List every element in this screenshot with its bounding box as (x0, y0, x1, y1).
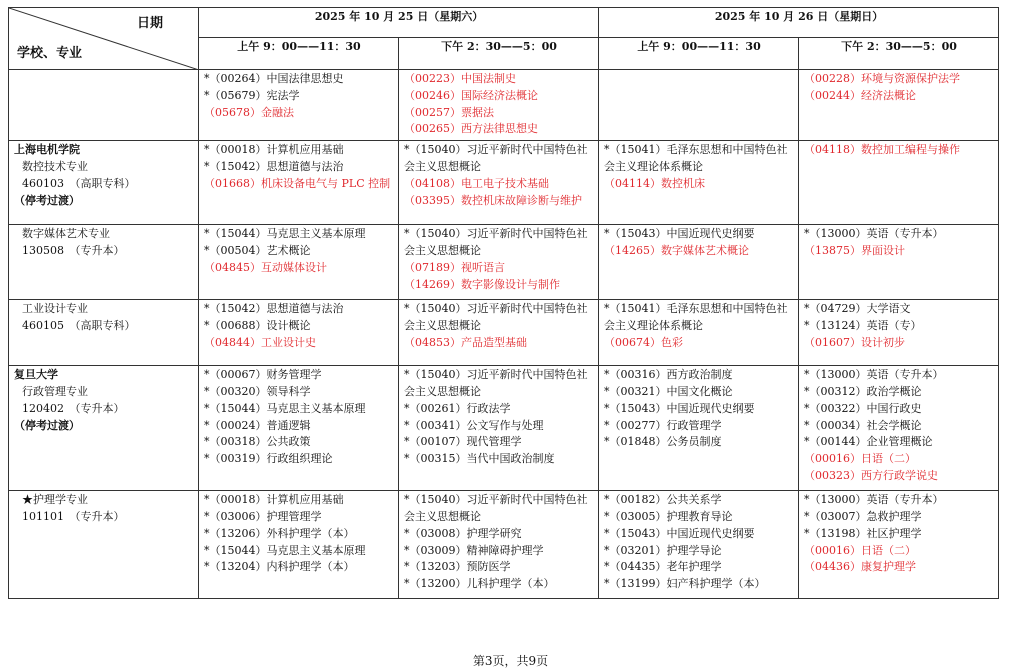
course-entry: （00223）中国法制史 (404, 72, 516, 85)
course-entry: *（05679）宪法学 (204, 88, 300, 102)
course-entry: *（00341）公文写作与处理 (404, 418, 544, 432)
date-label: 日期 (137, 16, 164, 31)
exam-slot-cell (799, 491, 999, 599)
course-entry: *（00107）现代管理学 (404, 435, 522, 449)
course-entry: *（00318）公共政策 (204, 435, 311, 449)
exam-slot-cell (599, 70, 799, 141)
major-code: 460103 （高职专科） (22, 176, 136, 190)
schedule-row (9, 491, 999, 599)
course-entry: *（13000）英语（专升本） (804, 493, 944, 507)
major-name: ★护理学专业 (22, 493, 88, 507)
course-entry: （00228）环境与资源保护法学 (804, 72, 961, 85)
course-entry: *（00504）艺术概论 (204, 243, 311, 257)
course-entry: *（00261）行政法学 (404, 401, 511, 415)
major-name: 行政管理专业 (22, 384, 88, 398)
course-entry: *（13203）预防医学 (404, 560, 511, 574)
course-entry: （00016）日语（二） (804, 543, 917, 557)
course-entry: *（15043）中国近现代史纲要 (604, 401, 755, 415)
course-entry: *（00319）行政组织理论 (204, 452, 333, 466)
course-entry: *（13000）英语（专升本） (804, 368, 944, 382)
course-entry: *（00264）中国法律思想史 (204, 72, 344, 85)
course-entry: （14269）数字影像设计与制作 (404, 277, 560, 291)
exam-slot-cell (399, 300, 599, 366)
course-entry: *（15042）思想道德与法治 (204, 159, 344, 173)
course-entry: （07189）视听语言 (404, 260, 505, 274)
time-slot-3: 上午 9：00——11：30 (599, 38, 799, 70)
exam-slot-cell (599, 491, 799, 599)
status-note: （停考过渡） (14, 193, 80, 207)
schedule-row (9, 225, 999, 300)
course-entry: *（13204）内科护理学（本） (204, 560, 355, 574)
status-note: （停考过渡） (14, 418, 80, 432)
course-entry: *（13200）儿科护理学（本） (404, 577, 555, 591)
exam-slot-cell (799, 70, 999, 141)
major-code: 460105 （高职专科） (22, 318, 136, 332)
course-entry: *（13000）英语（专升本） (804, 227, 944, 241)
exam-slot-cell (399, 70, 599, 141)
course-entry: （00246）国际经济法概论 (404, 88, 538, 102)
time-slot-1: 上午 9：00——11：30 (199, 38, 399, 70)
school-name: 复旦大学 (14, 368, 58, 382)
course-entry: *（00034）社会学概论 (804, 418, 922, 432)
date-header-row (9, 8, 999, 38)
course-entry: *（15043）中国近现代史纲要 (604, 227, 755, 241)
exam-slot-cell (199, 141, 399, 225)
exam-slot-cell (199, 491, 399, 599)
course-entry: *（15044）马克思主义基本原理 (204, 401, 366, 415)
course-entry: *（03007）急救护理学 (804, 509, 922, 523)
course-entry: *（00321）中国文化概论 (604, 384, 733, 398)
course-entry: *（00320）领导科学 (204, 384, 311, 398)
school-major-cell (9, 366, 199, 491)
page-number: 第3页，共9页 (472, 654, 549, 668)
course-entry: *（15043）中国近现代史纲要 (604, 526, 755, 540)
course-entry: *（15040）习近平新时代中国特色社会主义思想概论 (404, 143, 588, 173)
exam-slot-cell (599, 366, 799, 491)
course-entry: （14265）数字媒体艺术概论 (604, 243, 750, 257)
course-entry: *（13198）社区护理学 (804, 526, 922, 540)
course-entry: （00323）西方行政学说史 (804, 468, 939, 482)
course-entry: *（15040）习近平新时代中国特色社会主义思想概论 (404, 227, 588, 257)
course-entry: （00265）西方法律思想史 (404, 122, 538, 136)
course-entry: *（15044）马克思主义基本原理 (204, 543, 366, 557)
course-entry: *（03009）精神障碍护理学 (404, 543, 544, 557)
course-entry: *（15040）习近平新时代中国特色社会主义思想概论 (404, 493, 588, 523)
exam-schedule-table (8, 7, 999, 599)
course-entry: *（13206）外科护理学（本） (204, 526, 355, 540)
corner-header-cell (9, 8, 199, 70)
course-entry: *（00688）设计概论 (204, 318, 311, 332)
schedule-row (9, 70, 999, 141)
school-major-cell (9, 225, 199, 300)
course-entry: *（00067）财务管理学 (204, 368, 322, 382)
schedule-body (9, 70, 999, 599)
course-entry: （00016）日语（二） (804, 452, 917, 466)
course-entry: *（00024）普通逻辑 (204, 418, 311, 432)
course-entry: *（15042）思想道德与法治 (204, 302, 344, 316)
exam-slot-cell (199, 300, 399, 366)
exam-slot-cell (399, 366, 599, 491)
school-major-cell (9, 141, 199, 225)
course-entry: *（00018）计算机应用基础 (204, 493, 344, 507)
major-code: 130508 （专升本） (22, 243, 125, 257)
course-entry: （03395）数控机床故障诊断与维护 (404, 193, 582, 207)
course-entry: （04436）康复护理学 (804, 560, 917, 574)
schedule-row (9, 300, 999, 366)
exam-slot-cell (799, 300, 999, 366)
school-major-cell (9, 70, 199, 141)
day-header-2: 2025 年 10 月 26 日（星期日） (599, 8, 999, 38)
exam-slot-cell (799, 141, 999, 225)
day-header-1: 2025 年 10 月 25 日（星期六） (199, 8, 599, 38)
major-name: 数控技术专业 (22, 159, 88, 173)
course-entry: *（03006）护理管理学 (204, 509, 322, 523)
course-entry: *（00277）行政管理学 (604, 418, 722, 432)
course-entry: *（13199）妇产科护理学（本） (604, 577, 766, 591)
schedule-row (9, 366, 999, 491)
course-entry: （04114）数控机床 (604, 176, 706, 190)
course-entry: （05678）金融法 (204, 105, 294, 119)
course-entry: （04108）电工电子技术基础 (404, 176, 549, 190)
course-entry: （04118）数控加工编程与操作 (804, 143, 961, 157)
course-entry: *（03008）护理学研究 (404, 526, 522, 540)
major-name: 数字媒体艺术专业 (22, 227, 110, 241)
course-entry: *（15041）毛泽东思想和中国特色社会主义理论体系概论 (604, 143, 788, 173)
school-major-cell (9, 491, 199, 599)
exam-slot-cell (199, 70, 399, 141)
course-entry: *（00144）企业管理概论 (804, 435, 933, 449)
time-slot-2: 下午 2：30——5：00 (399, 38, 599, 70)
course-entry: （00244）经济法概论 (804, 88, 917, 102)
course-entry: *（00316）西方政治制度 (604, 368, 733, 382)
exam-slot-cell (399, 225, 599, 300)
course-entry: （01607）设计初步 (804, 335, 906, 349)
course-entry: （01668）机床设备电气与 PLC 控制 (204, 176, 391, 190)
course-entry: *（04435）老年护理学 (604, 560, 722, 574)
exam-slot-cell (799, 366, 999, 491)
course-entry: *（04729）大学语文 (804, 302, 911, 316)
time-slot-4: 下午 2：30——5：00 (799, 38, 999, 70)
exam-slot-cell (599, 300, 799, 366)
school-name: 上海电机学院 (14, 143, 80, 157)
course-entry: （04853）产品造型基础 (404, 335, 527, 349)
course-entry: *（00182）公共关系学 (604, 493, 722, 507)
course-entry: （04844）工业设计史 (204, 335, 316, 349)
exam-slot-cell (799, 225, 999, 300)
course-entry: *（15040）习近平新时代中国特色社会主义思想概论 (404, 302, 588, 332)
school-major-cell (9, 300, 199, 366)
exam-slot-cell (599, 225, 799, 300)
exam-slot-cell (199, 225, 399, 300)
course-entry: *（01848）公务员制度 (604, 435, 722, 449)
course-entry: *（15041）毛泽东思想和中国特色社会主义理论体系概论 (604, 302, 788, 332)
course-entry: *（13124）英语（专） (804, 318, 922, 332)
course-entry: *（00018）计算机应用基础 (204, 143, 344, 157)
school-major-label: 学校、专业 (17, 46, 83, 61)
course-entry: *（03201）护理学导论 (604, 543, 722, 557)
exam-slot-cell (399, 491, 599, 599)
exam-slot-cell (599, 141, 799, 225)
course-entry: *（03005）护理教育导论 (604, 509, 733, 523)
course-entry: （00257）票据法 (404, 105, 494, 119)
course-entry: （13875）界面设计 (804, 243, 906, 257)
course-entry: *（15044）马克思主义基本原理 (204, 227, 366, 241)
major-code: 101101 （专升本） (22, 509, 125, 523)
major-code: 120402 （专升本） (22, 401, 125, 415)
schedule-row (9, 141, 999, 225)
course-entry: （00674）色彩 (604, 335, 684, 349)
course-entry: *（00312）政治学概论 (804, 384, 922, 398)
course-entry: *（00315）当代中国政治制度 (404, 452, 555, 466)
exam-slot-cell (199, 366, 399, 491)
course-entry: *（00322）中国行政史 (804, 401, 922, 415)
exam-slot-cell (399, 141, 599, 225)
course-entry: *（15040）习近平新时代中国特色社会主义思想概论 (404, 368, 588, 398)
course-entry: （04845）互动媒体设计 (204, 260, 327, 274)
major-name: 工业设计专业 (22, 302, 88, 316)
